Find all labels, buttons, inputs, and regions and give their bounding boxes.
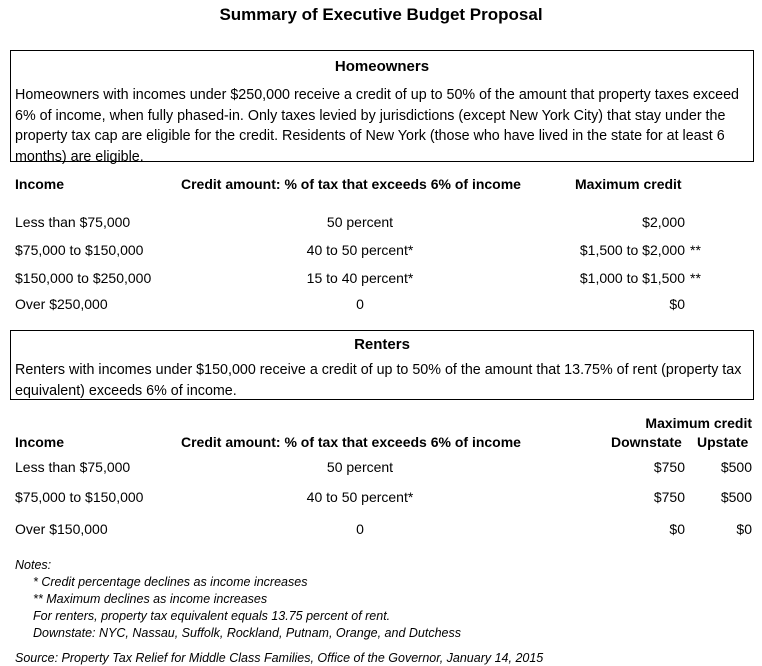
credit-cell: 40 to 50 percent* [306,489,414,505]
homeowners-heading: Homeowners [334,58,430,75]
downstate-cell: $0 [669,521,685,537]
homeowners-col-credit: Credit amount: % of tax that exceeds 6% of income [181,176,521,192]
homeowners-col-max: Maximum credit [575,176,682,192]
credit-cell: 40 to 50 percent* [306,242,414,258]
credit-cell: 0 [356,296,364,312]
downstate-cell: $750 [653,459,685,475]
income-cell: Over $250,000 [15,296,108,312]
income-cell: Less than $75,000 [15,214,131,230]
income-cell: Less than $75,000 [15,459,131,475]
note-item: For renters, property tax equivalent equals 13.75 percent of rent. [33,609,391,623]
credit-cell: 50 percent [326,459,394,475]
credit-cell: 50 percent [326,214,394,230]
upstate-cell: $500 [720,459,752,475]
page-title: Summary of Executive Budget Proposal [219,5,543,24]
max-credit-cell: $0 [669,296,685,312]
max-credit-cell: $1,500 to $2,000 [579,242,685,258]
homeowners-box [10,50,754,166]
renters-col-credit: Credit amount: % of tax that exceeds 6% of income [181,434,521,450]
income-cell: $150,000 to $250,000 [15,270,152,286]
income-cell: Over $150,000 [15,521,108,537]
renters-col-upstate: Upstate [697,434,749,450]
credit-cell: 0 [356,521,364,537]
max-credit-cell: $2,000 [642,214,685,230]
homeowners-description: Homeowners with incomes under $250,000 receive a credit of up to 50% of the amount that property taxes exceed 6% of income, when fully phased-in. Only taxes levied by jurisdictions (except New York City) that stay under the property tax cap are eligible for the credit. Residents of New York (those who have lived in the state for at least 6 months) are eligible. [15,87,739,166]
notes-label: Notes: [15,558,52,572]
upstate-cell: $0 [736,521,752,537]
note-item: ** Maximum declines as income increases [33,592,268,606]
source-citation: Source: Property Tax Relief for Middle Class Families, Office of the Governor, January 14, 2015 [15,651,544,665]
renters-box [10,330,754,400]
income-cell: $75,000 to $150,000 [15,242,144,258]
homeowners-col-income: Income [15,176,65,192]
max-credit-cell: $1,000 to $1,500 [579,270,685,286]
note-item: * Credit percentage declines as income increases [33,575,308,589]
downstate-cell: $750 [653,489,685,505]
renters-col-income: Income [15,434,65,450]
max-credit-flag: ** [690,242,701,258]
renters-heading: Renters [354,336,410,353]
income-cell: $75,000 to $150,000 [15,489,144,505]
renters-description: Renters with incomes under $150,000 receive a credit of up to 50% of the amount that 13.75% of rent (property tax equivalent) exceeds 6% of income. [15,362,742,399]
max-credit-flag: ** [690,270,701,286]
note-item: Downstate: NYC, Nassau, Suffolk, Rockland, Putnam, Orange, and Dutchess [33,626,461,640]
credit-cell: 15 to 40 percent* [306,270,414,286]
renters-max-credit-header: Maximum credit [645,415,752,431]
upstate-cell: $500 [720,489,752,505]
renters-col-downstate: Downstate [611,434,682,450]
